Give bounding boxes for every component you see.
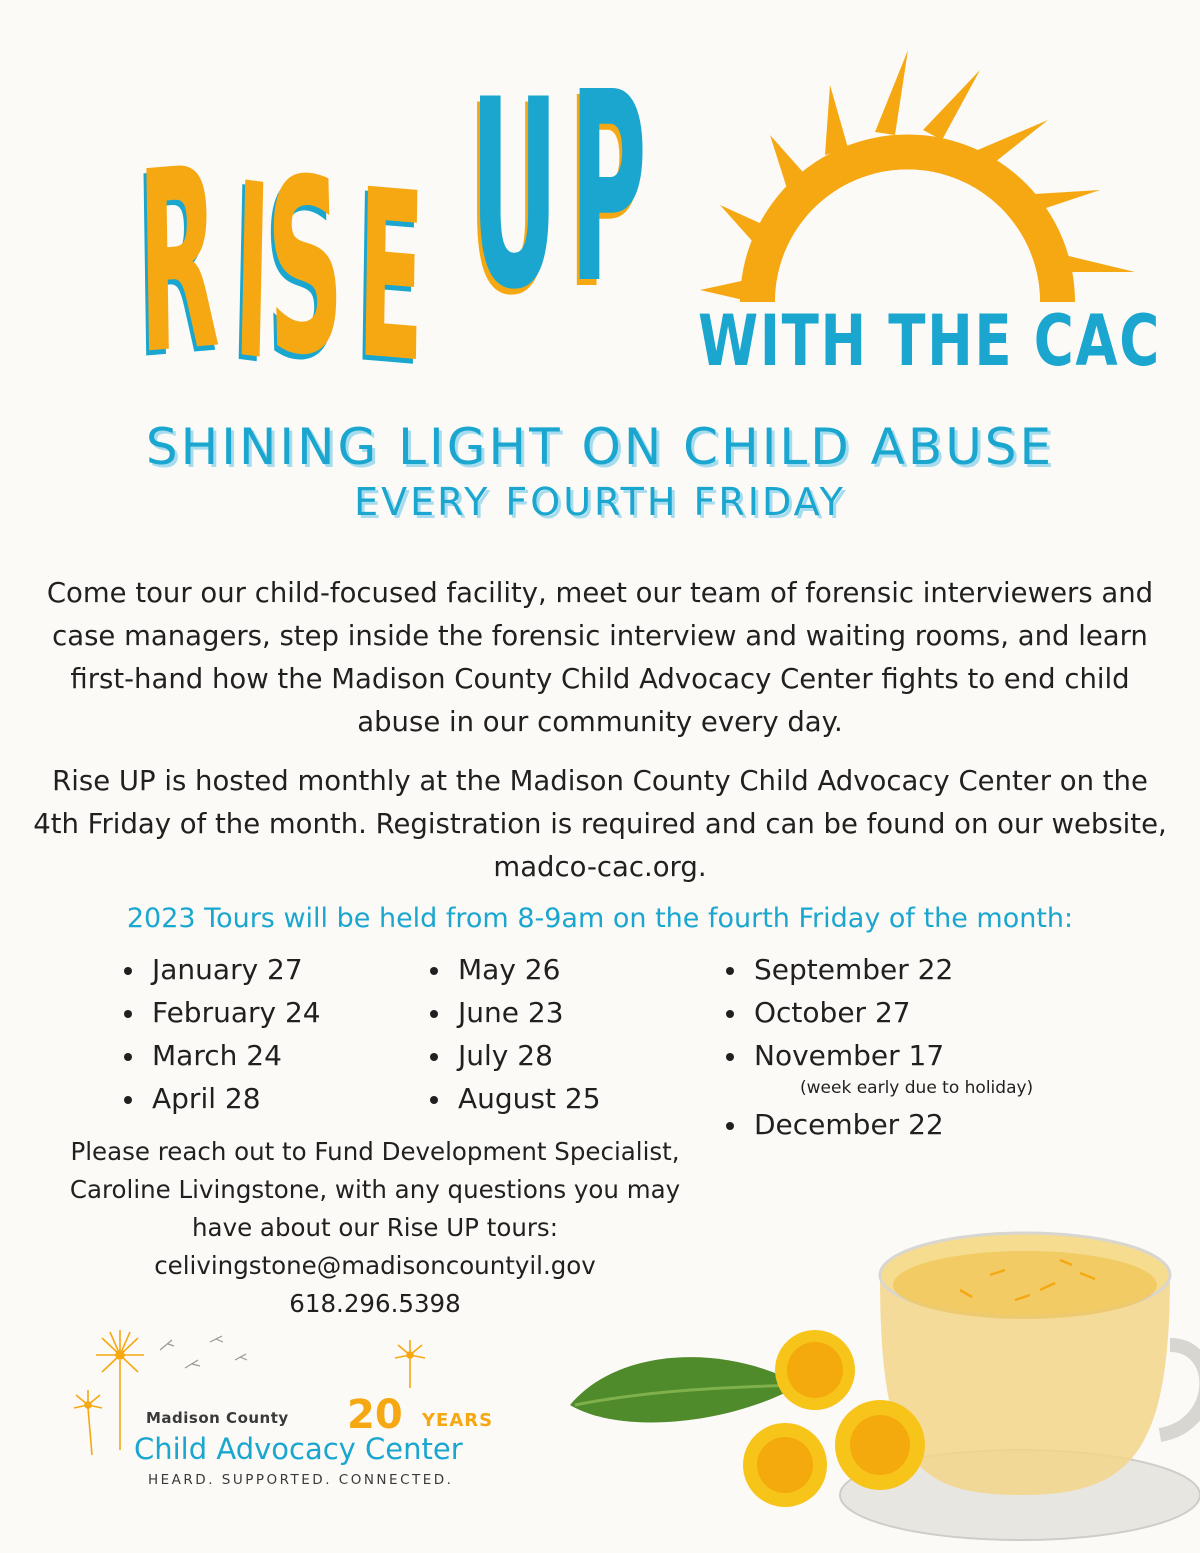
dates-column-1 — [118, 948, 321, 1120]
holiday-note: (week early due to holiday) — [800, 1078, 1034, 1098]
dates-column-3 — [720, 948, 1033, 1146]
date-item: July 28 — [424, 1034, 601, 1077]
sun-icon — [680, 40, 1150, 320]
date-item: October 27 — [720, 991, 1033, 1034]
date-item: February 24 — [118, 991, 321, 1034]
rise-letter-r: R — [136, 112, 222, 410]
contact-line: Caroline Livingstone, with any questions you may — [69, 1175, 681, 1204]
logo-county: Madison County — [146, 1409, 289, 1427]
contact-email[interactable]: celivingstone@madisoncountyil.gov — [154, 1251, 596, 1280]
logo-motto: HEARD. SUPPORTED. CONNECTED. — [148, 1472, 454, 1488]
rise-letter-i: I — [231, 130, 274, 415]
tea-cup-image — [560, 1195, 1200, 1553]
logo-anniversary-number: 20 — [347, 1392, 403, 1438]
date-item: June 23 — [424, 991, 601, 1034]
contact-line: have about our Rise UP tours: — [192, 1213, 558, 1242]
hosting-paragraph: Rise UP is hosted monthly at the Madison County Child Advocacy Center on the 4th Friday of the month. Registration is required and can be found on our website, madco-cac.org. — [33, 765, 1167, 883]
dates-column-2 — [424, 948, 601, 1120]
date-item: August 25 — [424, 1077, 601, 1120]
rise-letter-s: S — [264, 123, 347, 412]
date-item: November 17 — [720, 1034, 1033, 1077]
date-item: May 26 — [424, 948, 601, 991]
logo-anniversary-word: YEARS — [422, 1410, 494, 1431]
subtitle-with-the-cac: WITH THE CAC — [698, 300, 1161, 382]
logo-center-name: Child Advocacy Center — [134, 1432, 463, 1466]
date-item: January 27 — [118, 948, 321, 991]
date-item: December 22 — [720, 1103, 1033, 1146]
contact-line: Please reach out to Fund Development Specialist, — [70, 1137, 680, 1166]
date-item: April 28 — [118, 1077, 321, 1120]
tagline-every-fourth-friday: EVERY FOURTH FRIDAY — [354, 480, 846, 524]
date-item: March 24 — [118, 1034, 321, 1077]
up-letter-p: P — [570, 36, 647, 341]
rise-letter-e: E — [355, 139, 427, 415]
intro-paragraph: Come tour our child-focused facility, meet our team of forensic interviewers and case managers, step inside the forensic interview and waiting rooms, and learn first-hand how the Madison County Child Advocacy Center fights to end child abuse in our community every day. — [46, 577, 1154, 738]
tagline-shining-light: SHINING LIGHT ON CHILD ABUSE — [145, 418, 1055, 476]
contact-phone[interactable]: 618.296.5398 — [289, 1289, 461, 1318]
date-item: September 22 — [720, 948, 1033, 991]
tours-heading: 2023 Tours will be held from 8-9am on the fourth Friday of the month: — [126, 903, 1074, 934]
up-letter-u: U — [470, 45, 559, 347]
